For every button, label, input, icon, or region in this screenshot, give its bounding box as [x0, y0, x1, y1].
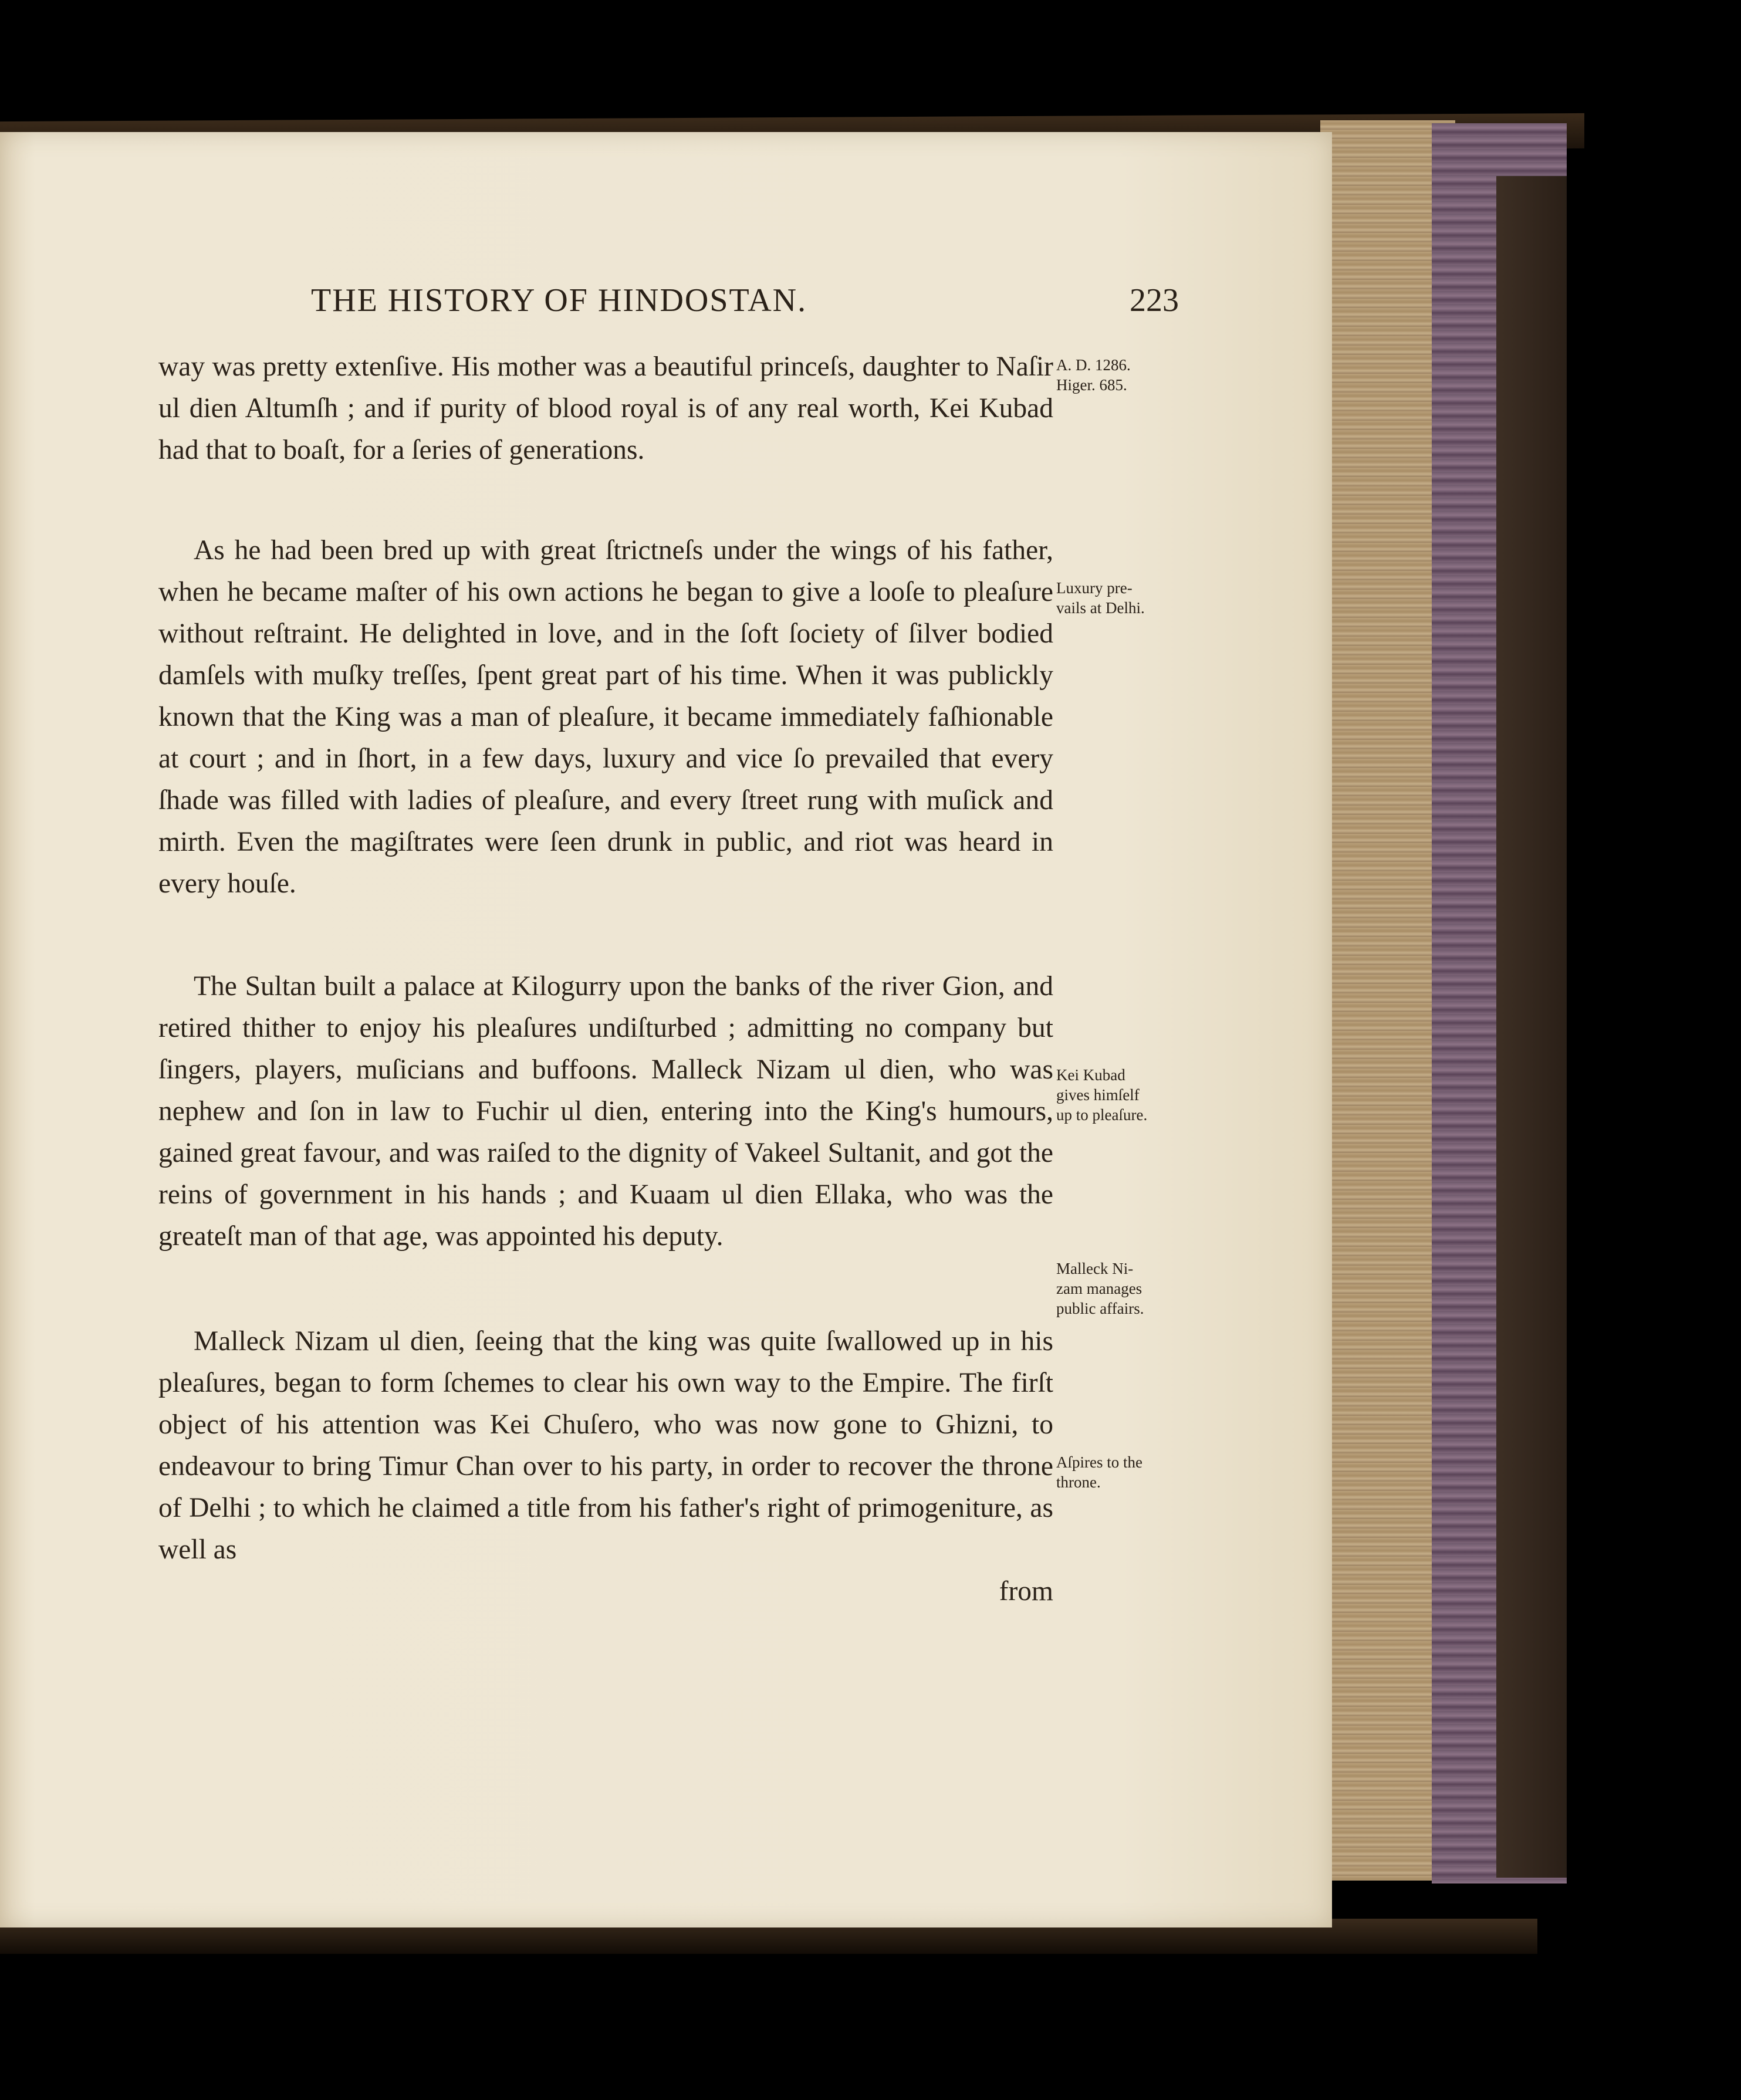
marginal-note-line: up to pleaſure.	[1056, 1106, 1148, 1124]
marginal-note-line: Malleck Ni-	[1056, 1260, 1134, 1277]
page-number: 223	[1130, 282, 1179, 319]
marginal-note-line: gives himſelf	[1056, 1086, 1140, 1104]
marginal-note-date	[1056, 355, 1191, 395]
marginal-note-line: Kei Kubad	[1056, 1066, 1125, 1084]
marginal-note-line: zam manages	[1056, 1280, 1142, 1297]
marginal-note-line: vails at Delhi.	[1056, 599, 1145, 617]
book-cover-side	[1496, 176, 1567, 1878]
catchword: from	[999, 1576, 1053, 1607]
paragraph-1: way was pretty extenſive. His mother was a beautiful princeſs, daughter to Naſir ul dien Altumſh ; and if purity of blood royal is of any real worth, Kei Kubad had that to boaſt, for a ſeries of generations.	[158, 351, 1053, 465]
marginal-note-aspires	[1056, 1452, 1191, 1492]
marginal-note-line: Higer. 685.	[1056, 376, 1127, 394]
marginal-note-kei-kubad	[1056, 1065, 1191, 1125]
running-title: THE HISTORY OF HINDOSTAN.	[311, 282, 807, 319]
marginal-note-line: Aſpires to the	[1056, 1453, 1142, 1471]
marginal-note-line: A. D. 1286.	[1056, 356, 1131, 374]
body-text	[158, 346, 1053, 1612]
marginal-note-line: public affairs.	[1056, 1300, 1144, 1317]
paragraph-2: As he had been bred up with great ſtrictneſs under the wings of his father, when he became maſter of his own actions he began to give a looſe to pleaſure without reſtraint. He delighted in love, and in the ſoft ſociety of ſilver bodied damſels with muſky treſſes, ſpent great part of his time. When it was publickly known that the King was a man of pleaſure, it became immediately faſhionable at court ; and in ſhort, in a few days, luxury and vice ſo prevailed that every ſhade was filled with ladies of pleaſure, and every ſtreet rung with muſick and mirth. Even the magiſtrates were ſeen drunk in public, and riot was heard in every houſe.	[158, 535, 1053, 899]
paragraph-4: Malleck Nizam ul dien, ſeeing that the king was quite ſwallowed up in his pleaſures, began to form ſchemes to clear his own way to the Empire. The firſt object of his attention was Kei Chuſero, who was now gone to Ghizni, to endeavour to bring Timur Chan over to his party, in order to recover the throne of Delhi ; to which he claimed a title from his father's right of primogeniture, as well as	[158, 1326, 1053, 1565]
marginal-note-line: throne.	[1056, 1473, 1101, 1491]
marginal-note-line: Luxury pre-	[1056, 579, 1133, 597]
marginal-note-luxury	[1056, 578, 1191, 618]
marginal-note-malleck-nizam	[1056, 1259, 1191, 1318]
paragraph-3: The Sultan built a palace at Kilogurry upon the banks of the river Gion, and retired thither to enjoy his pleaſures undiſturbed ; admitting no company but ſingers, players, muſicians and buffoons. Malleck Nizam ul dien, who was nephew and ſon in law to Fuchir ul dien, entering into the King's humours, gained great favour, and was raiſed to the dignity of Vakeel Sultanit, and got the reins of government in his hands ; and Kuaam ul dien Ellaka, who was the greateſt man of that age, was appointed his deputy.	[158, 971, 1053, 1252]
